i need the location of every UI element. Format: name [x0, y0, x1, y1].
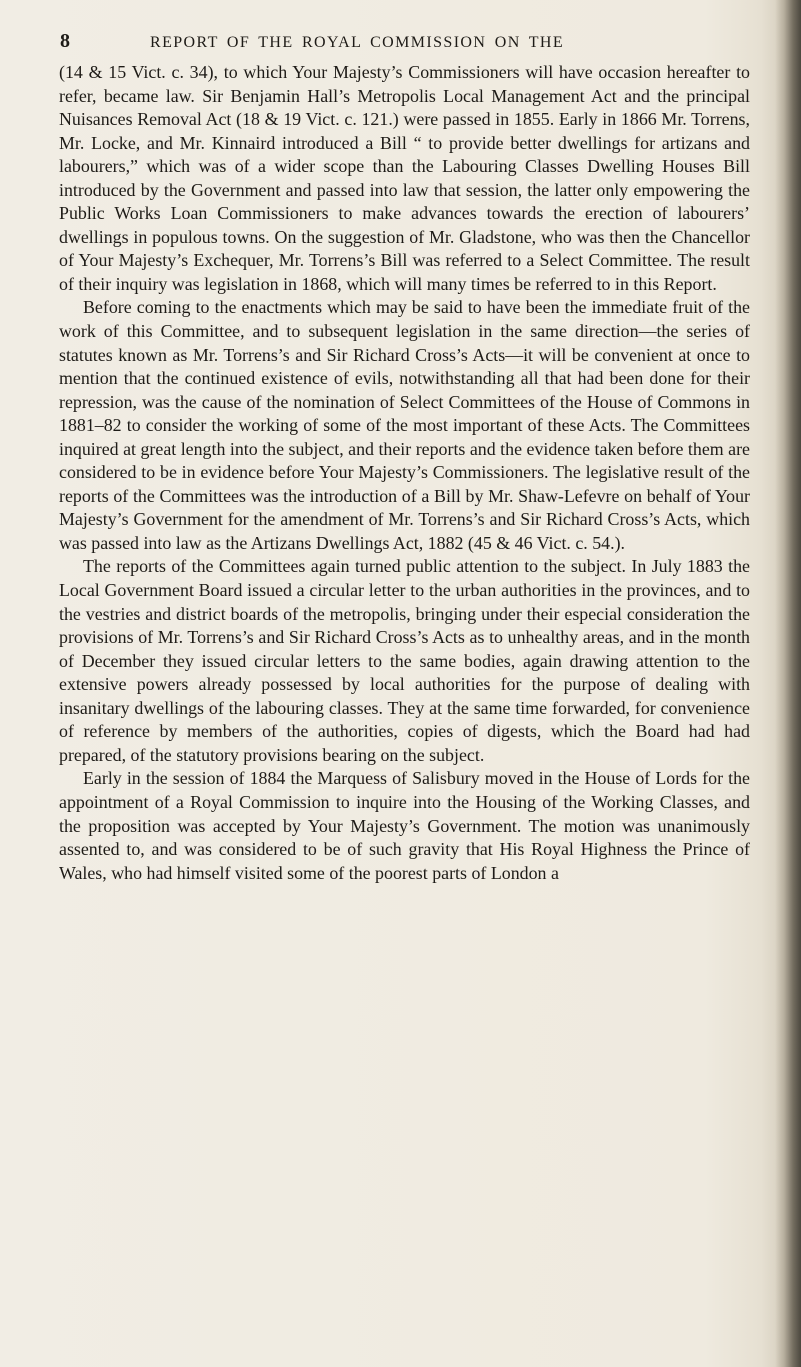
paragraph-4: Early in the session of 1884 the Marquess of Salisbury moved in the House of Lords for the appointment of a Royal Commission to inquire into the Housing of the Working Classes, and the proposition was accepted by Your Majesty’s Government. The motion was unanimously assented to, and was considered to be of such gravity that His Royal Highness the Prince of Wales, who had himself visited some of the poorest parts of London a: [59, 768, 750, 883]
page-binding-edge: [775, 0, 801, 1367]
page-number: 8: [60, 30, 70, 52]
page-header: [60, 30, 750, 58]
paragraph-2: Before coming to the enactments which may be said to have been the immediate fruit of the work of this Committee, and to subsequent legislation in the same direction—the series of statutes known as Mr. Torrens’s and Sir Richard Cross’s Acts—it will be convenient at once to mention that the continued existence of evils, notwithstanding all that had been done for their repression, was the cause of the nomination of Select Committees of the House of Commons in 1881–82 to consider the working of some of the most important of these Acts. The Committees inquired at great length into the subject, and their reports and the evidence taken before them are considered to be in evidence before Your Majesty’s Commissioners. The legislative result of the reports of the Committees was the introduction of a Bill by Mr. Shaw-Lefevre on behalf of Your Majesty’s Government for the amendment of Mr. Torrens’s and Sir Richard Cross’s Acts, which was passed into law as the Artizans Dwellings Act, 1882 (45 & 46 Vict. c. 54.).: [59, 297, 750, 553]
paragraph-3: The reports of the Committees again turned public attention to the subject. In July 1883 the Local Government Board issued a circular letter to the urban authorities in the provinces, and to the vestries and district boards of the metropolis, bringing under their especial consideration the provisions of Mr. Torrens’s and Sir Richard Cross’s Acts as to unhealthy areas, and in the month of December they issued circular letters to the same bodies, again drawing attention to the extensive powers already possessed by local authorities for the purpose of dealing with insanitary dwellings of the labouring classes. They at the same time forwarded, for convenience of reference by members of the authorities, copies of digests, which the Board had had prepared, of the statutory provisions bearing on the subject.: [59, 556, 750, 765]
running-title: REPORT OF THE ROYAL COMMISSION ON THE: [150, 34, 565, 51]
paragraph-1: (14 & 15 Vict. c. 34), to which Your Majesty’s Commissioners will have occasion hereafter to refer, became law. Sir Benjamin Hall’s Metropolis Local Management Act and the principal Nuisances Removal Act (18 & 19 Vict. c. 121.) were passed in 1855. Early in 1866 Mr. Torrens, Mr. Locke, and Mr. Kinnaird introduced a Bill “ to provide better dwellings for artizans and labourers,” which was of a wider scope than the Labouring Classes Dwelling Houses Bill introduced by the Government and passed into law that session, the latter only empowering the Public Works Loan Commissioners to make advances towards the erection of labourers’ dwellings in populous towns. On the suggestion of Mr. Gladstone, who was then the Chancellor of Your Majesty’s Exchequer, Mr. Torrens’s Bill was referred to a Select Committee. The result of their inquiry was legislation in 1868, which will many times be referred to in this Report.: [59, 62, 750, 294]
body-text: [59, 61, 750, 885]
